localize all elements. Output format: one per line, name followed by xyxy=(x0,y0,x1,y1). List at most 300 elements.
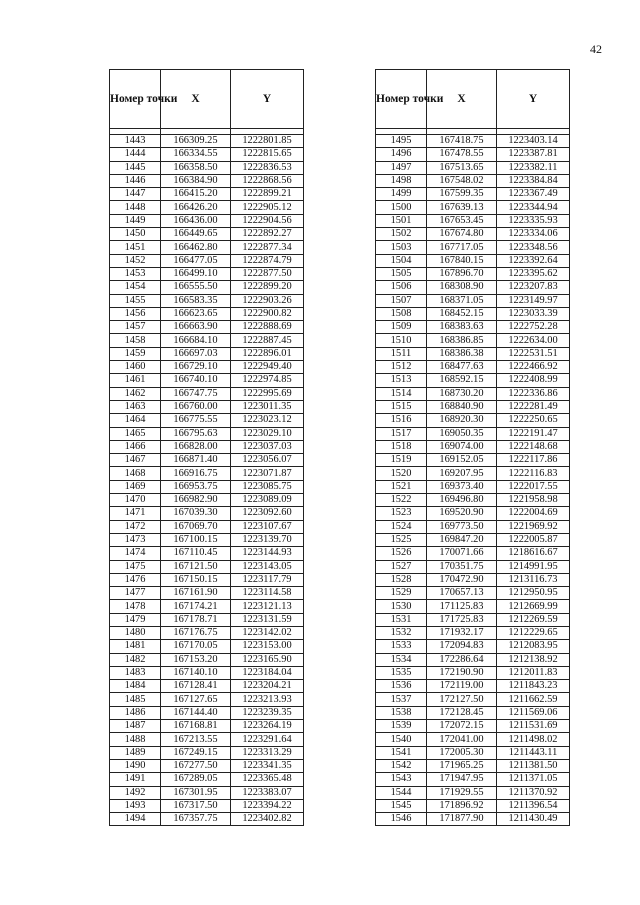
y-cell: 1223085.75 xyxy=(231,480,304,493)
x-cell: 166729.10 xyxy=(161,361,231,374)
y-cell: 1222995.69 xyxy=(231,387,304,400)
table-row xyxy=(376,440,570,453)
y-cell: 1223348.56 xyxy=(497,241,570,254)
x-cell: 167674.80 xyxy=(427,228,497,241)
y-cell: 1223341.35 xyxy=(231,759,304,772)
point-number-cell: 1517 xyxy=(376,427,427,440)
y-cell: 1222004.69 xyxy=(497,507,570,520)
table-row xyxy=(376,640,570,653)
point-number-cell: 1506 xyxy=(376,281,427,294)
table-row xyxy=(110,494,304,507)
table-row xyxy=(376,494,570,507)
y-cell: 1223107.67 xyxy=(231,520,304,533)
y-cell: 1223142.02 xyxy=(231,626,304,639)
x-cell: 167213.55 xyxy=(161,733,231,746)
y-cell: 1212950.95 xyxy=(497,587,570,600)
table-row xyxy=(110,560,304,573)
table-row xyxy=(376,374,570,387)
point-number-cell: 1471 xyxy=(110,507,161,520)
y-cell: 1223344.94 xyxy=(497,201,570,214)
header-x: X xyxy=(161,70,231,129)
y-cell: 1222874.79 xyxy=(231,254,304,267)
table-row xyxy=(110,680,304,693)
x-cell: 168920.30 xyxy=(427,414,497,427)
point-number-cell: 1537 xyxy=(376,693,427,706)
y-cell: 1223313.29 xyxy=(231,746,304,759)
y-cell: 1223239.35 xyxy=(231,706,304,719)
y-cell: 1223184.04 xyxy=(231,666,304,679)
x-cell: 166555.50 xyxy=(161,281,231,294)
table-row xyxy=(110,706,304,719)
point-number-cell: 1467 xyxy=(110,454,161,467)
table-row xyxy=(110,135,304,148)
table-row xyxy=(376,613,570,626)
x-cell: 167840.15 xyxy=(427,254,497,267)
table-row xyxy=(376,135,570,148)
table-row xyxy=(376,427,570,440)
y-cell: 1212011.83 xyxy=(497,666,570,679)
x-cell: 167513.65 xyxy=(427,161,497,174)
point-number-cell: 1451 xyxy=(110,241,161,254)
point-number-cell: 1484 xyxy=(110,680,161,693)
y-cell: 1222899.20 xyxy=(231,281,304,294)
table-row xyxy=(376,400,570,413)
point-number-cell: 1525 xyxy=(376,533,427,546)
y-cell: 1222903.26 xyxy=(231,294,304,307)
point-number-cell: 1545 xyxy=(376,799,427,812)
y-cell: 1222904.56 xyxy=(231,214,304,227)
x-cell: 171932.17 xyxy=(427,626,497,639)
y-cell: 1222888.69 xyxy=(231,321,304,334)
point-number-cell: 1499 xyxy=(376,188,427,201)
point-number-cell: 1454 xyxy=(110,281,161,294)
x-cell: 167599.35 xyxy=(427,188,497,201)
table-row xyxy=(110,666,304,679)
y-cell: 1221969.92 xyxy=(497,520,570,533)
point-number-cell: 1466 xyxy=(110,440,161,453)
y-cell: 1223264.19 xyxy=(231,720,304,733)
y-cell: 1211430.49 xyxy=(497,813,570,826)
point-number-cell: 1474 xyxy=(110,547,161,560)
point-number-cell: 1539 xyxy=(376,720,427,733)
table-row xyxy=(110,307,304,320)
point-number-cell: 1453 xyxy=(110,267,161,280)
y-cell: 1222896.01 xyxy=(231,347,304,360)
y-cell: 1222191.47 xyxy=(497,427,570,440)
header-y: Y xyxy=(231,70,304,129)
x-cell: 167150.15 xyxy=(161,573,231,586)
y-cell: 1223092.60 xyxy=(231,507,304,520)
table-row xyxy=(110,374,304,387)
header-y: Y xyxy=(497,70,570,129)
x-cell: 168730.20 xyxy=(427,387,497,400)
y-cell: 1223334.06 xyxy=(497,228,570,241)
table-row xyxy=(110,533,304,546)
x-cell: 167127.65 xyxy=(161,693,231,706)
point-number-cell: 1531 xyxy=(376,613,427,626)
point-number-cell: 1477 xyxy=(110,587,161,600)
table-row xyxy=(376,467,570,480)
point-number-cell: 1462 xyxy=(110,387,161,400)
x-cell: 166828.00 xyxy=(161,440,231,453)
point-number-cell: 1479 xyxy=(110,613,161,626)
y-cell: 1223114.58 xyxy=(231,587,304,600)
point-number-cell: 1494 xyxy=(110,813,161,826)
table-row xyxy=(110,640,304,653)
x-cell: 166697.03 xyxy=(161,347,231,360)
x-cell: 166916.75 xyxy=(161,467,231,480)
point-number-cell: 1469 xyxy=(110,480,161,493)
x-cell: 171896.92 xyxy=(427,799,497,812)
x-cell: 168477.63 xyxy=(427,361,497,374)
y-cell: 1211569.06 xyxy=(497,706,570,719)
y-cell: 1223382.11 xyxy=(497,161,570,174)
x-cell: 167100.15 xyxy=(161,533,231,546)
table-row xyxy=(110,587,304,600)
y-cell: 1211371.05 xyxy=(497,773,570,786)
x-cell: 167289.05 xyxy=(161,773,231,786)
y-cell: 1222868.56 xyxy=(231,174,304,187)
table-row xyxy=(376,799,570,812)
y-cell: 1222877.34 xyxy=(231,241,304,254)
table-row xyxy=(110,733,304,746)
point-number-cell: 1446 xyxy=(110,174,161,187)
table-row xyxy=(376,228,570,241)
table-row xyxy=(376,626,570,639)
y-cell: 1223395.62 xyxy=(497,267,570,280)
point-number-cell: 1483 xyxy=(110,666,161,679)
point-number-cell: 1491 xyxy=(110,773,161,786)
table-row xyxy=(110,148,304,161)
table-row xyxy=(110,228,304,241)
x-cell: 166499.10 xyxy=(161,267,231,280)
point-number-cell: 1524 xyxy=(376,520,427,533)
x-cell: 166982.90 xyxy=(161,494,231,507)
x-cell: 167069.70 xyxy=(161,520,231,533)
table-row xyxy=(376,547,570,560)
table-row xyxy=(376,387,570,400)
y-cell: 1223365.48 xyxy=(231,773,304,786)
x-cell: 169050.35 xyxy=(427,427,497,440)
point-number-cell: 1523 xyxy=(376,507,427,520)
x-cell: 166449.65 xyxy=(161,228,231,241)
point-number-cell: 1482 xyxy=(110,653,161,666)
point-number-cell: 1512 xyxy=(376,361,427,374)
point-number-cell: 1497 xyxy=(376,161,427,174)
point-number-cell: 1543 xyxy=(376,773,427,786)
point-number-cell: 1516 xyxy=(376,414,427,427)
x-cell: 166684.10 xyxy=(161,334,231,347)
point-number-cell: 1501 xyxy=(376,214,427,227)
y-cell: 1223153.00 xyxy=(231,640,304,653)
x-cell: 167140.10 xyxy=(161,666,231,679)
y-cell: 1222005.87 xyxy=(497,533,570,546)
x-cell: 166760.00 xyxy=(161,400,231,413)
point-number-cell: 1527 xyxy=(376,560,427,573)
header-point-number: Номер точки xyxy=(110,70,161,129)
y-cell: 1212083.95 xyxy=(497,640,570,653)
point-number-cell: 1457 xyxy=(110,321,161,334)
point-number-cell: 1455 xyxy=(110,294,161,307)
point-number-cell: 1535 xyxy=(376,666,427,679)
point-number-cell: 1464 xyxy=(110,414,161,427)
x-cell: 172127.50 xyxy=(427,693,497,706)
table-row xyxy=(376,587,570,600)
x-cell: 171965.25 xyxy=(427,759,497,772)
x-cell: 168592.15 xyxy=(427,374,497,387)
table-row xyxy=(110,440,304,453)
point-number-cell: 1450 xyxy=(110,228,161,241)
x-cell: 166462.80 xyxy=(161,241,231,254)
table-row xyxy=(376,214,570,227)
x-cell: 172286.64 xyxy=(427,653,497,666)
table-row xyxy=(110,573,304,586)
table-row xyxy=(376,720,570,733)
x-cell: 166583.35 xyxy=(161,294,231,307)
y-cell: 1223207.83 xyxy=(497,281,570,294)
point-number-cell: 1459 xyxy=(110,347,161,360)
table-row xyxy=(376,746,570,759)
y-cell: 1222336.86 xyxy=(497,387,570,400)
table-row xyxy=(110,174,304,187)
table-row xyxy=(110,387,304,400)
y-cell: 1222815.65 xyxy=(231,148,304,161)
table-row xyxy=(376,773,570,786)
x-cell: 166334.55 xyxy=(161,148,231,161)
point-number-cell: 1488 xyxy=(110,733,161,746)
point-number-cell: 1503 xyxy=(376,241,427,254)
x-cell: 172072.15 xyxy=(427,720,497,733)
x-cell: 167161.90 xyxy=(161,587,231,600)
point-number-cell: 1505 xyxy=(376,267,427,280)
table-row xyxy=(376,653,570,666)
x-cell: 167176.75 xyxy=(161,626,231,639)
point-number-cell: 1526 xyxy=(376,547,427,560)
point-number-cell: 1496 xyxy=(376,148,427,161)
x-cell: 168386.85 xyxy=(427,334,497,347)
y-cell: 1222892.27 xyxy=(231,228,304,241)
x-cell: 167168.81 xyxy=(161,720,231,733)
point-number-cell: 1490 xyxy=(110,759,161,772)
y-cell: 1222148.68 xyxy=(497,440,570,453)
point-number-cell: 1533 xyxy=(376,640,427,653)
table-row xyxy=(376,254,570,267)
y-cell: 1222281.49 xyxy=(497,400,570,413)
x-cell: 171947.95 xyxy=(427,773,497,786)
y-cell: 1222900.82 xyxy=(231,307,304,320)
x-cell: 167717.05 xyxy=(427,241,497,254)
point-number-cell: 1540 xyxy=(376,733,427,746)
table-row xyxy=(110,813,304,826)
x-cell: 167357.75 xyxy=(161,813,231,826)
table-row xyxy=(110,653,304,666)
x-cell: 167178.71 xyxy=(161,613,231,626)
point-number-cell: 1443 xyxy=(110,135,161,148)
table-row xyxy=(110,600,304,613)
y-cell: 1223392.64 xyxy=(497,254,570,267)
point-number-cell: 1508 xyxy=(376,307,427,320)
table-row xyxy=(110,547,304,560)
point-number-cell: 1511 xyxy=(376,347,427,360)
point-number-cell: 1489 xyxy=(110,746,161,759)
x-cell: 167301.95 xyxy=(161,786,231,799)
table-row xyxy=(376,188,570,201)
table-row xyxy=(376,786,570,799)
table-row xyxy=(376,693,570,706)
table-row xyxy=(110,414,304,427)
table-row xyxy=(110,799,304,812)
x-cell: 167478.55 xyxy=(427,148,497,161)
header-point-number: Номер точки xyxy=(376,70,427,129)
x-cell: 167153.20 xyxy=(161,653,231,666)
y-cell: 1223089.09 xyxy=(231,494,304,507)
y-cell: 1223403.14 xyxy=(497,135,570,148)
table-row xyxy=(376,321,570,334)
point-number-cell: 1507 xyxy=(376,294,427,307)
y-cell: 1223402.82 xyxy=(231,813,304,826)
x-cell: 172128.45 xyxy=(427,706,497,719)
point-number-cell: 1515 xyxy=(376,400,427,413)
y-cell: 1218616.67 xyxy=(497,547,570,560)
point-number-cell: 1530 xyxy=(376,600,427,613)
x-cell: 170472.90 xyxy=(427,573,497,586)
x-cell: 169207.95 xyxy=(427,467,497,480)
y-cell: 1222531.51 xyxy=(497,347,570,360)
table-row xyxy=(110,321,304,334)
table-row xyxy=(376,600,570,613)
y-cell: 1223165.90 xyxy=(231,653,304,666)
point-number-cell: 1528 xyxy=(376,573,427,586)
point-number-cell: 1473 xyxy=(110,533,161,546)
y-cell: 1221958.98 xyxy=(497,494,570,507)
table-row xyxy=(110,520,304,533)
y-cell: 1223121.13 xyxy=(231,600,304,613)
x-cell: 167039.30 xyxy=(161,507,231,520)
point-number-cell: 1445 xyxy=(110,161,161,174)
x-cell: 171877.90 xyxy=(427,813,497,826)
table-row xyxy=(376,573,570,586)
y-cell: 1211531.69 xyxy=(497,720,570,733)
point-number-cell: 1460 xyxy=(110,361,161,374)
table-row xyxy=(376,148,570,161)
x-cell: 167418.75 xyxy=(427,135,497,148)
y-cell: 1222974.85 xyxy=(231,374,304,387)
table-row xyxy=(110,693,304,706)
y-cell: 1212669.99 xyxy=(497,600,570,613)
point-number-cell: 1485 xyxy=(110,693,161,706)
x-cell: 166795.63 xyxy=(161,427,231,440)
y-cell: 1223033.39 xyxy=(497,307,570,320)
table-row xyxy=(376,414,570,427)
y-cell: 1223387.81 xyxy=(497,148,570,161)
x-cell: 169496.80 xyxy=(427,494,497,507)
y-cell: 1222899.21 xyxy=(231,188,304,201)
table-row xyxy=(110,214,304,227)
table-row xyxy=(376,520,570,533)
x-cell: 167277.50 xyxy=(161,759,231,772)
point-number-cell: 1458 xyxy=(110,334,161,347)
table-row xyxy=(376,680,570,693)
y-cell: 1211843.23 xyxy=(497,680,570,693)
x-cell: 166477.05 xyxy=(161,254,231,267)
x-cell: 170657.13 xyxy=(427,587,497,600)
y-cell: 1223394.22 xyxy=(231,799,304,812)
point-number-cell: 1495 xyxy=(376,135,427,148)
point-number-cell: 1521 xyxy=(376,480,427,493)
table-row xyxy=(376,161,570,174)
point-number-cell: 1534 xyxy=(376,653,427,666)
table-row xyxy=(110,773,304,786)
y-cell: 1223071.87 xyxy=(231,467,304,480)
table-row xyxy=(376,347,570,360)
table-row xyxy=(110,720,304,733)
y-cell: 1222836.53 xyxy=(231,161,304,174)
table-row xyxy=(110,507,304,520)
table-row xyxy=(110,467,304,480)
y-cell: 1211662.59 xyxy=(497,693,570,706)
x-cell: 171929.55 xyxy=(427,786,497,799)
point-number-cell: 1447 xyxy=(110,188,161,201)
table-row xyxy=(110,281,304,294)
coordinates-rows-left xyxy=(110,135,304,826)
x-cell: 167639.13 xyxy=(427,201,497,214)
x-cell: 169152.05 xyxy=(427,454,497,467)
table-row xyxy=(376,241,570,254)
y-cell: 1223037.03 xyxy=(231,440,304,453)
y-cell: 1223383.07 xyxy=(231,786,304,799)
y-cell: 1211396.54 xyxy=(497,799,570,812)
x-cell: 166775.55 xyxy=(161,414,231,427)
table-row xyxy=(376,507,570,520)
table-row xyxy=(110,161,304,174)
x-cell: 167896.70 xyxy=(427,267,497,280)
y-cell: 1211370.92 xyxy=(497,786,570,799)
point-number-cell: 1476 xyxy=(110,573,161,586)
point-number-cell: 1481 xyxy=(110,640,161,653)
table-row xyxy=(110,267,304,280)
y-cell: 1212229.65 xyxy=(497,626,570,639)
point-number-cell: 1542 xyxy=(376,759,427,772)
x-cell: 167144.40 xyxy=(161,706,231,719)
point-number-cell: 1520 xyxy=(376,467,427,480)
y-cell: 1222017.55 xyxy=(497,480,570,493)
x-cell: 172119.00 xyxy=(427,680,497,693)
point-number-cell: 1514 xyxy=(376,387,427,400)
point-number-cell: 1519 xyxy=(376,454,427,467)
point-number-cell: 1480 xyxy=(110,626,161,639)
x-cell: 170071.66 xyxy=(427,547,497,560)
point-number-cell: 1538 xyxy=(376,706,427,719)
point-number-cell: 1478 xyxy=(110,600,161,613)
point-number-cell: 1536 xyxy=(376,680,427,693)
x-cell: 166663.90 xyxy=(161,321,231,334)
x-cell: 166358.50 xyxy=(161,161,231,174)
y-cell: 1222250.65 xyxy=(497,414,570,427)
y-cell: 1222117.86 xyxy=(497,454,570,467)
y-cell: 1223117.79 xyxy=(231,573,304,586)
y-cell: 1222949.40 xyxy=(231,361,304,374)
x-cell: 172041.00 xyxy=(427,733,497,746)
point-number-cell: 1463 xyxy=(110,400,161,413)
x-cell: 168371.05 xyxy=(427,294,497,307)
x-cell: 167174.21 xyxy=(161,600,231,613)
point-number-cell: 1470 xyxy=(110,494,161,507)
y-cell: 1223144.93 xyxy=(231,547,304,560)
point-number-cell: 1448 xyxy=(110,201,161,214)
table-row xyxy=(376,174,570,187)
point-number-cell: 1510 xyxy=(376,334,427,347)
x-cell: 166623.65 xyxy=(161,307,231,320)
